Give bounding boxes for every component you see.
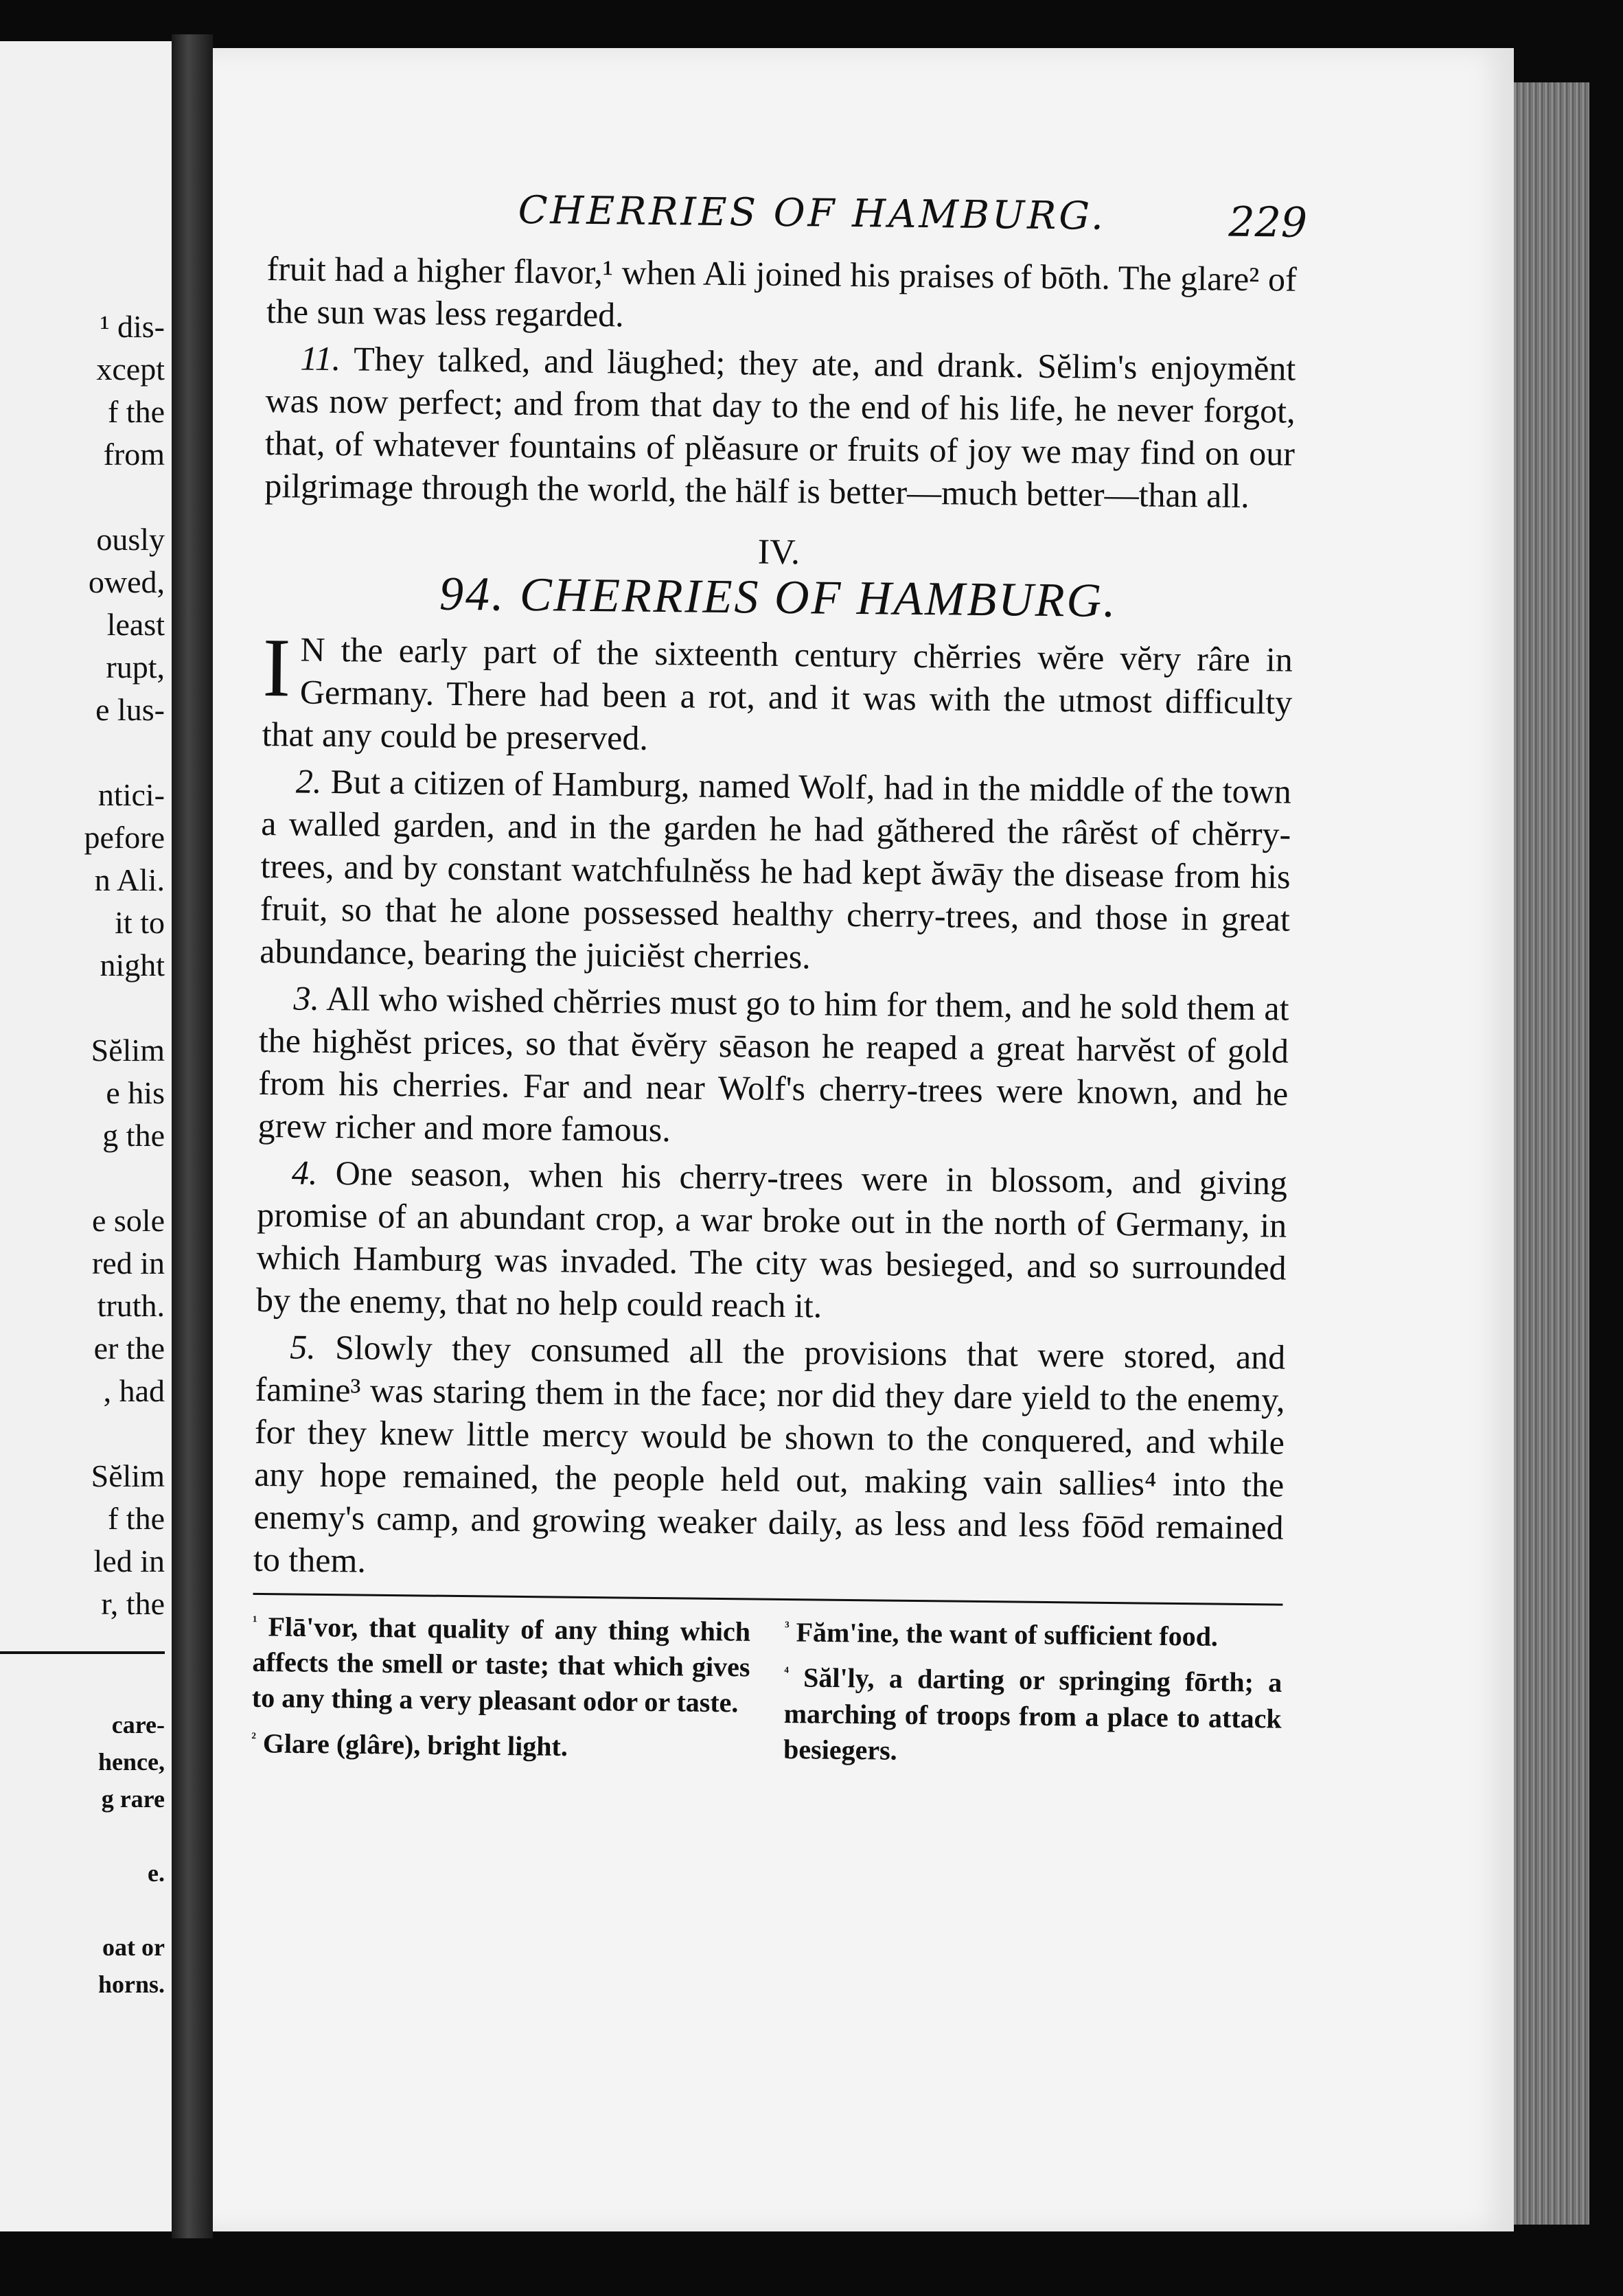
left-line-27: Sĕlim	[91, 1458, 165, 1493]
paragraph-number: 11.	[300, 338, 341, 378]
book-gutter	[172, 34, 213, 2238]
paragraph-text: All who wished chĕrries must go to him for them, and he sold them at the highĕst prices, so that ĕvĕry sēason he reaped a great harvĕst of gold from his cherries. Far and near Wolf's cherry-trees were known, and he grew richer and more famous.	[257, 978, 1289, 1149]
left-line-8: rupt,	[106, 650, 165, 685]
paragraph-number: 4.	[291, 1153, 318, 1192]
footnote-term: Flā'vor,	[268, 1611, 358, 1643]
left-line-5: ously	[96, 522, 165, 557]
footnote-rule	[253, 1593, 1283, 1606]
left-line-19: g the	[102, 1118, 165, 1153]
footnote-4	[783, 1654, 1282, 1772]
paragraph-1	[262, 621, 1293, 766]
left-line-2: f the	[107, 394, 165, 429]
left-note-line-5	[0, 1892, 165, 1929]
left-line-14: it to	[115, 905, 165, 940]
footnote-mark: ¹	[252, 1611, 257, 1629]
footnote-3	[785, 1609, 1283, 1655]
drop-cap: I	[262, 621, 291, 715]
footnotes-right-column	[783, 1609, 1282, 1776]
paragraph-text: Slowly they consumed all the provisions that were stored, and famine³ was staring them in the face; nor did they dare yield to the enemy, for they knew little mercy would be shown to the conquered, and while any hope remained, the people held out, making vain sallies⁴ into the enemy's camp, and growing weaker daily, as less and less fōōd remained to them.	[253, 1328, 1286, 1580]
paragraph-number: 3.	[293, 978, 320, 1018]
left-line-28: f the	[107, 1501, 165, 1536]
section-number: IV.	[757, 532, 801, 573]
footnote-text: (glâre), bright light.	[336, 1728, 568, 1763]
left-line-29: led in	[93, 1543, 165, 1578]
footnotes	[251, 1603, 1282, 1776]
paragraph-number: 2.	[295, 761, 322, 801]
left-line-25: , had	[103, 1373, 165, 1408]
left-line-1: xcept	[96, 352, 165, 387]
left-line-10	[0, 731, 165, 774]
left-line-18: e his	[106, 1075, 165, 1110]
left-page	[0, 41, 172, 2231]
left-line-15: night	[100, 948, 165, 983]
left-line-3: from	[103, 437, 165, 472]
running-title: CHERRIES OF HAMBURG.	[518, 187, 1107, 239]
footnote-text: that quality of any thing which affects the smell or taste; that which gives to any thing a very pleasant odor or taste.	[251, 1611, 751, 1719]
footnote-2	[251, 1720, 750, 1767]
paragraph-5	[253, 1325, 1286, 1592]
paragraph-text: One season, when his cherry-trees were in blossom, and giving promise of an abundant crop, a war broke out in the north of Germany, in which Hamburg was invaded. The city was besieged, and so surrounded by the enemy, that no help could reach it.	[255, 1153, 1288, 1325]
paragraph-text: They talked, and läughed; they ate, and drank. Sĕlim's enjoymĕnt was now perfect; and from that day to the end of his life, he never forgot, that, of whatever fountains of plĕasure or fruits of joy we may find on our pilgrimage through the world, the hälf is better—much better—than all.	[264, 339, 1296, 515]
left-line-16	[0, 987, 165, 1029]
footnote-term: Făm'ine,	[796, 1616, 899, 1649]
left-line-13: n Ali.	[94, 862, 165, 897]
left-line-6: owed,	[88, 564, 165, 599]
left-line-4	[0, 476, 165, 518]
paragraph-text: But a citizen of Hamburg, named Wolf, had in the middle of the town a walled garden, and in the garden he had găthered the rârĕst of chĕrry-trees, and by constant watchfulnĕss he had kept ăwāy the disease from his fruit, so that he alone possessed healthy cherry-trees, and those in great abundance, bearing the juiciĕst cherries.	[260, 762, 1292, 976]
paragraph-11	[264, 336, 1296, 518]
left-line-11: ntici-	[97, 777, 165, 812]
left-line-24: er the	[93, 1331, 165, 1366]
lesson-title: 94. CHERRIES OF HAMBURG.	[439, 567, 1118, 628]
left-line-20	[0, 1157, 165, 1199]
left-line-12: pefore	[84, 820, 165, 855]
footnote-term: Săl'ly,	[803, 1662, 875, 1695]
continued-paragraph: fruit had a higher flavor,¹ when Ali joined his praises of bōth. The glare² of the sun was less regarded.	[266, 249, 1297, 334]
left-note-line-1: hence,	[98, 1748, 165, 1776]
footnote-text: a darting or springing fōrth; a marching of troops from a place to attack besiegers.	[783, 1663, 1282, 1766]
paragraph-2	[260, 759, 1291, 983]
footnote-text: the want of sufficient food.	[906, 1618, 1219, 1652]
paragraph-text: N the early part of the sixteenth century chĕrries wĕre vĕry râre in Germany. There had been a rot, and it was with the utmost difficulty that any could be preserved.	[262, 630, 1293, 757]
left-line-9: e lus-	[95, 692, 165, 727]
footnote-mark: ⁴	[784, 1663, 790, 1681]
left-note-line-7: horns.	[97, 1971, 165, 1998]
page-number: 229	[1228, 198, 1308, 247]
left-line-22: red in	[91, 1245, 165, 1281]
left-note-line-4: e.	[148, 1859, 165, 1887]
left-footnote-rule	[0, 1651, 165, 1654]
body-text	[253, 247, 1297, 1592]
paragraph-number: 5.	[289, 1327, 316, 1366]
paragraph-4	[256, 1151, 1288, 1332]
page-content	[251, 185, 1308, 1776]
left-line-17: Sĕlim	[91, 1033, 165, 1068]
left-page-text	[0, 306, 165, 1625]
left-note-line-2: g rare	[101, 1785, 165, 1813]
footnotes-left-column	[251, 1603, 750, 1771]
page-edges	[1507, 82, 1589, 2225]
footnote-term: Glare	[262, 1727, 330, 1760]
left-line-0: ¹ dis-	[100, 309, 165, 344]
footnote-mark: ²	[251, 1729, 257, 1747]
left-note-line-3	[0, 1817, 165, 1855]
paragraph-3	[257, 976, 1289, 1158]
left-line-30: r, the	[101, 1586, 165, 1621]
footnote-mark: ³	[784, 1618, 790, 1635]
left-line-26	[0, 1412, 165, 1455]
left-line-23: truth.	[97, 1288, 165, 1323]
footnote-1	[252, 1603, 751, 1721]
left-note-line-6: oat or	[102, 1933, 165, 1961]
running-head	[267, 185, 1308, 258]
left-line-7: least	[106, 607, 165, 642]
left-note-line-0: care-	[111, 1711, 165, 1738]
left-page-footnotes	[0, 1706, 165, 2003]
left-line-21: e sole	[91, 1203, 165, 1238]
